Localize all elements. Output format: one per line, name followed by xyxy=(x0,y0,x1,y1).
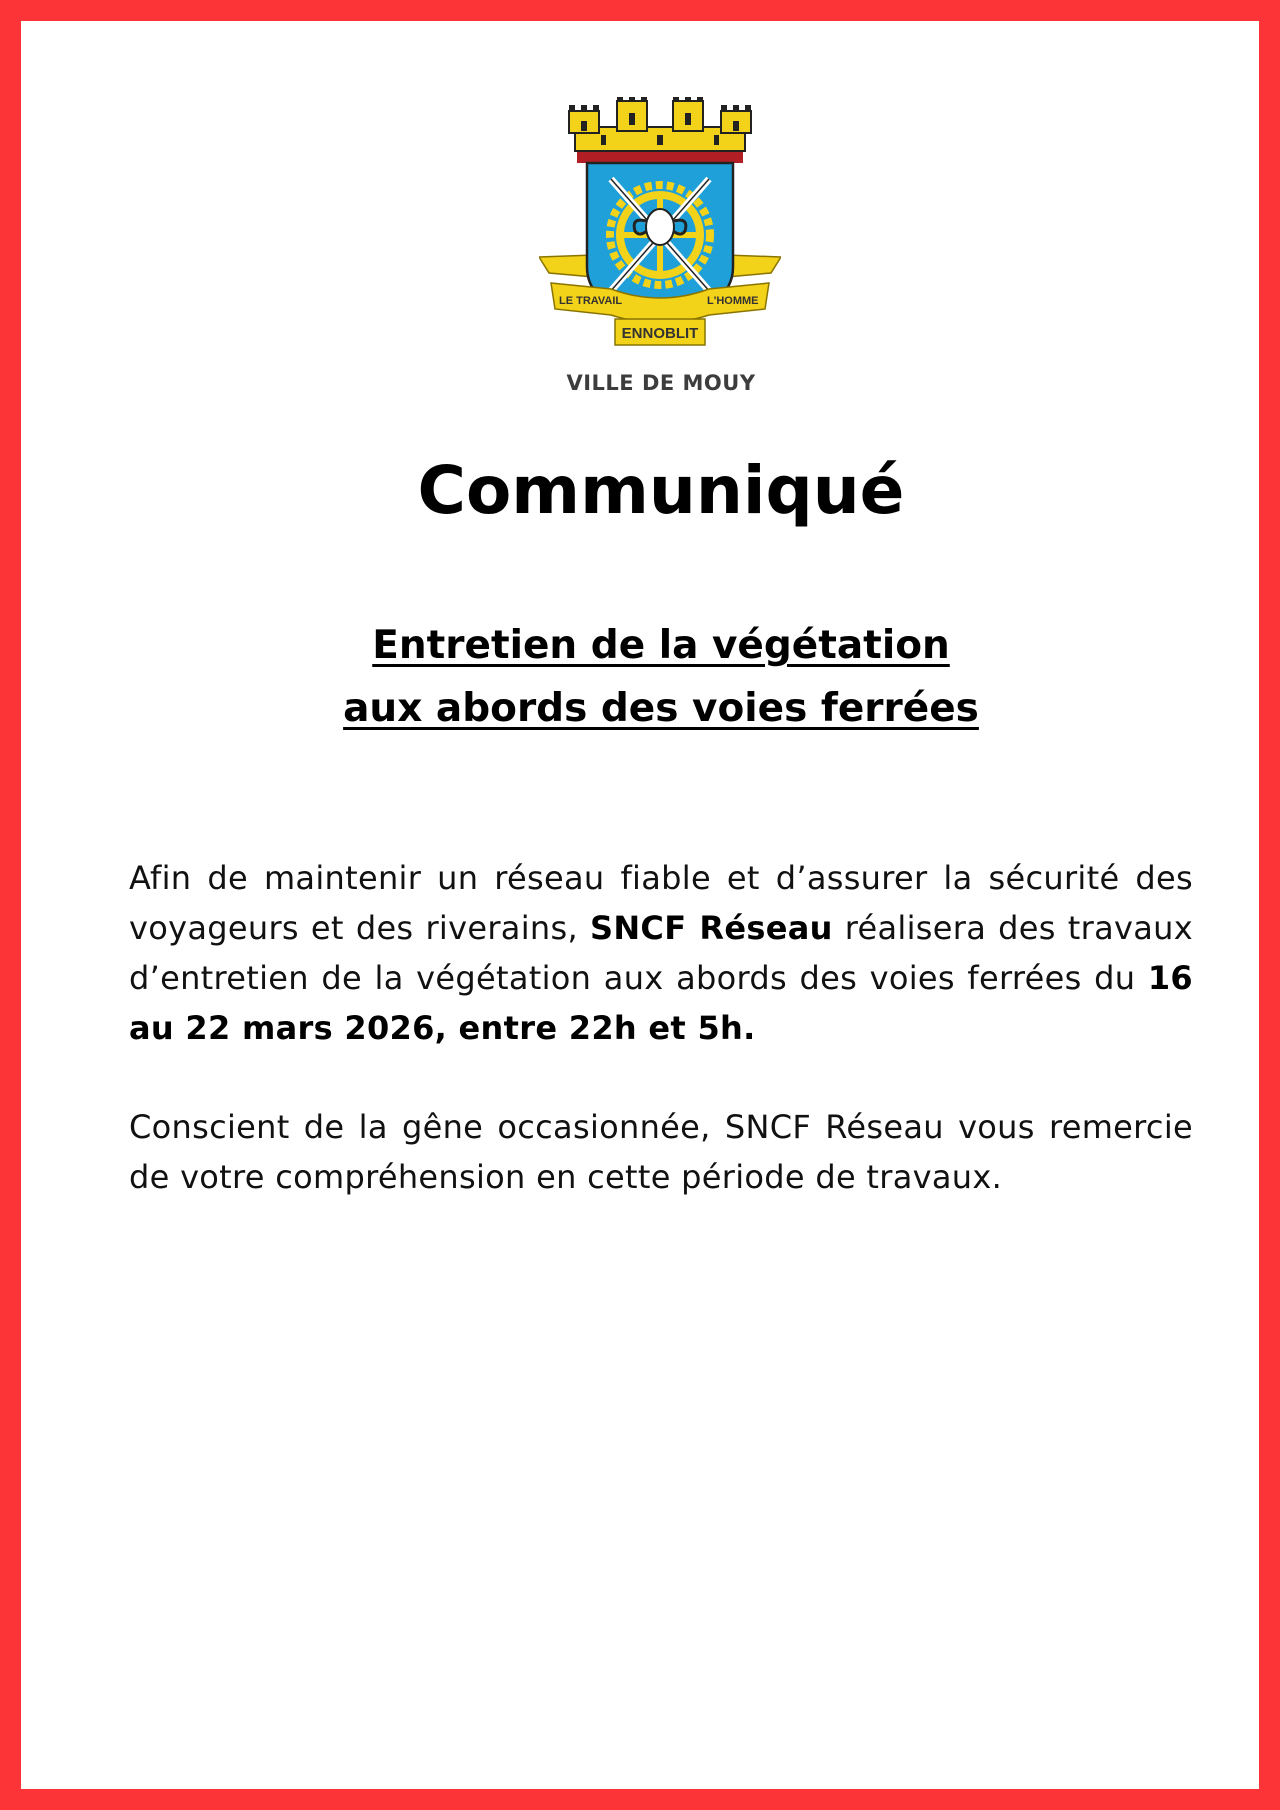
motto-center: ENNOBLIT xyxy=(621,325,699,342)
motto-left: LE TRAVAIL xyxy=(559,295,623,307)
town-name: VILLE DE MOUY xyxy=(566,371,756,395)
paragraph-text: réalisera des travaux d’entretien de la végétation aux abords des voies ferrées du xyxy=(129,909,1193,997)
operator-name: SNCF Réseau xyxy=(590,909,833,947)
coat-of-arms-icon xyxy=(539,97,781,359)
subtitle-line-1: Entretien de la végétation xyxy=(372,623,950,668)
paragraph-announcement xyxy=(129,853,1193,1053)
works-dates: 16 au 22 mars 2026, entre 22h et 5h. xyxy=(129,959,1193,1047)
motto-right: L'HOMME xyxy=(707,295,759,307)
subtitle xyxy=(21,614,1280,740)
paragraph-text: Afin de maintenir un réseau fiable et d’assurer la sécurité des voyageurs et des riverains, xyxy=(129,859,1193,947)
paragraph-thanks: Conscient de la gêne occasionnée, SNCF Réseau vous remercie de votre compréhension en cette période de travaux. xyxy=(129,1108,1193,1196)
page-title: Communiqué xyxy=(417,452,905,529)
subtitle-line-2: aux abords des voies ferrées xyxy=(343,686,979,731)
